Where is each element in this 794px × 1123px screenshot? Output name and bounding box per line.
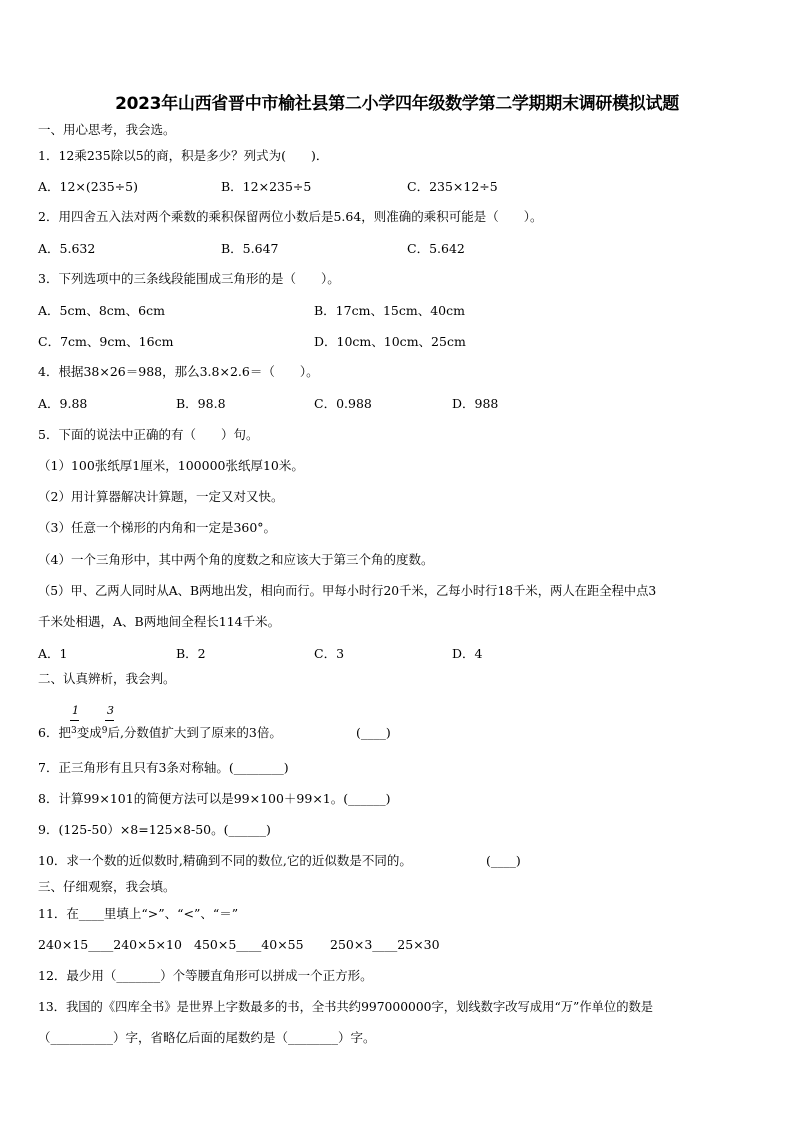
- question-9: 9．(125-50）×8=125×8-50。(______): [38, 822, 271, 837]
- q5-statement-5-line2: 千米处相遇，A、B两地间全程长114千米。: [38, 614, 281, 629]
- q11-expression-3[interactable]: 250×3____25×30: [330, 937, 440, 952]
- q6-fraction-2-denominator: 9: [101, 726, 108, 736]
- q5-option-b: B．2: [176, 646, 206, 661]
- q3-option-b: B．17cm、15cm、40cm: [314, 303, 465, 318]
- q6-answer-blank[interactable]: (____): [356, 725, 391, 740]
- q5-statement-4: （4）一个三角形中，其中两个角的度数之和应该大于第三个角的度数。: [38, 552, 434, 567]
- q3-option-d: D．10cm、10cm、25cm: [314, 334, 466, 349]
- question-4: 4．根据38×26＝988，那么3.8×2.6＝（ ）。: [38, 364, 319, 379]
- question-11: 11．在____里填上“>”、“<”、“＝”: [38, 906, 239, 921]
- q5-option-d: D．4: [452, 646, 483, 661]
- question-10: 10．求一个数的近似数时,精确到不同的数位,它的近似数是不同的。: [38, 853, 412, 868]
- q6-suffix: 后,分数值扩大到了原来的3倍。: [107, 725, 282, 740]
- q6-fraction-1-numerator: 1: [72, 704, 79, 717]
- q5-statement-1: （1）100张纸厚1厘米，100000张纸厚10米。: [38, 458, 304, 473]
- question-1: 1．12乘235除以5的商，积是多少？列式为( )．: [38, 148, 329, 163]
- q4-option-c: C．0.988: [314, 396, 372, 411]
- q4-option-a: A．9.88: [38, 396, 88, 411]
- question-13-line2: （__________）字，省略亿后面的尾数约是（________）字。: [38, 1030, 376, 1045]
- question-5: 5．下面的说法中正确的有（ ）句。: [38, 427, 259, 442]
- q11-expression-2[interactable]: 450×5____40×55: [194, 937, 304, 952]
- q5-statement-5-line1: （5）甲、乙两人同时从A、B两地出发，相向而行。甲每小时行20千米，乙每小时行18千米，两人在距全程中点3: [38, 584, 657, 598]
- q6-fraction-2-bar: [105, 720, 114, 721]
- section-1-heading: 一、用心思考，我会选。: [38, 122, 176, 137]
- q4-option-d: D．988: [452, 396, 499, 411]
- q1-option-b: B．12×235÷5: [221, 179, 312, 194]
- section-2-heading: 二、认真辨析，我会判。: [38, 671, 176, 686]
- q6-fraction-1-denominator: 3: [70, 726, 77, 736]
- exam-title: 2023年山西省晋中市榆社县第二小学四年级数学第二学期期末调研模拟试题: [115, 94, 679, 114]
- q11-expression-1[interactable]: 240×15____240×5×10: [38, 937, 182, 952]
- question-3: 3．下列选项中的三条线段能围成三角形的是（ ）。: [38, 271, 340, 286]
- q3-option-a: A．5cm、8cm、6cm: [38, 303, 165, 318]
- q5-statement-2: （2）用计算器解决计算题，一定又对又快。: [38, 489, 284, 504]
- q6-prefix: 6．把: [38, 725, 71, 740]
- q6-middle: 变成: [76, 725, 102, 740]
- section-3-heading: 三、仔细观察，我会填。: [38, 879, 176, 894]
- q1-option-a: A．12×(235÷5): [38, 179, 138, 194]
- q1-option-c: C．235×12÷5: [407, 179, 498, 194]
- question-13-line1: 13．我国的《四库全书》是世界上字数最多的书，全书共约997000000字，划线数字改写成用“万”作单位的数是: [38, 1000, 654, 1014]
- question-2: 2．用四舍五入法对两个乘数的乘积保留两位小数后是5.64，则准确的乘积可能是（ ）。: [38, 209, 543, 224]
- question-7: 7．正三角形有且只有3条对称轴。(________): [38, 760, 289, 775]
- q5-option-a: A．1: [38, 646, 68, 661]
- q2-option-b: B．5.647: [221, 241, 279, 256]
- q2-option-c: C．5.642: [407, 241, 465, 256]
- q4-option-b: B．98.8: [176, 396, 226, 411]
- q5-statement-3: （3）任意一个梯形的内角和一定是360°。: [38, 520, 277, 535]
- q5-option-c: C．3: [314, 646, 345, 661]
- question-12: 12．最少用（_______）个等腰直角形可以拼成一个正方形。: [38, 968, 373, 983]
- q6-fraction-1-bar: [70, 720, 79, 721]
- q6-fraction-2-numerator: 3: [107, 704, 114, 717]
- q2-option-a: A．5.632: [38, 241, 96, 256]
- question-8: 8．计算99×101的简便方法可以是99×100＋99×1。(______): [38, 791, 391, 806]
- q3-option-c: C．7cm、9cm、16cm: [38, 334, 174, 349]
- q10-answer-blank[interactable]: (____): [486, 853, 521, 868]
